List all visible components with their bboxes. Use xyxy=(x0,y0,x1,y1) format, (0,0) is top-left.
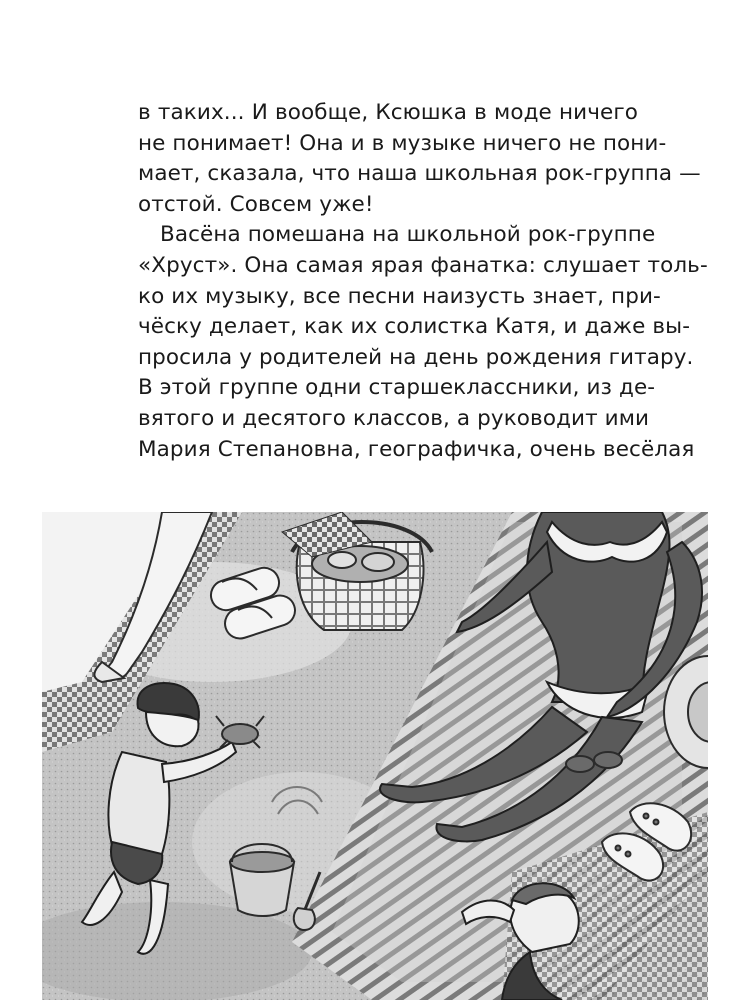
text-line: отстой. Совсем уже! xyxy=(138,191,374,217)
text-line: не понимает! Она и в музыке ничего не пони- xyxy=(138,130,667,156)
text-line: чёску делает, как их солистка Катя, и даже вы- xyxy=(138,314,691,340)
text-line: в таких... И вообще, Ксюшка в моде ничего xyxy=(138,100,638,125)
text-line: мает, сказала, что наша школьная рок-группа — xyxy=(138,161,701,187)
text-line: ко их музыку, все песни наизусть знает, при- xyxy=(138,283,661,309)
bucket xyxy=(230,844,294,916)
text-block xyxy=(138,98,708,465)
text-line: Васёна помешана на школьной рок-группе xyxy=(160,222,656,248)
text-line: В этой группе одни старшеклассники, из де- xyxy=(138,375,656,401)
text-line: просила у родителей на день рождения гитару. xyxy=(138,344,694,370)
paragraph-1 xyxy=(138,98,701,220)
text-line: «Хруст». Она самая ярая фанатка: слушает толь- xyxy=(138,252,708,278)
text-line: Мария Степановна, географичка, очень весёлая xyxy=(138,436,695,462)
text-line: вятого и десятого классов, а руководит ими xyxy=(138,405,650,431)
beach-illustration xyxy=(42,512,708,1000)
paragraph-2 xyxy=(138,220,708,465)
